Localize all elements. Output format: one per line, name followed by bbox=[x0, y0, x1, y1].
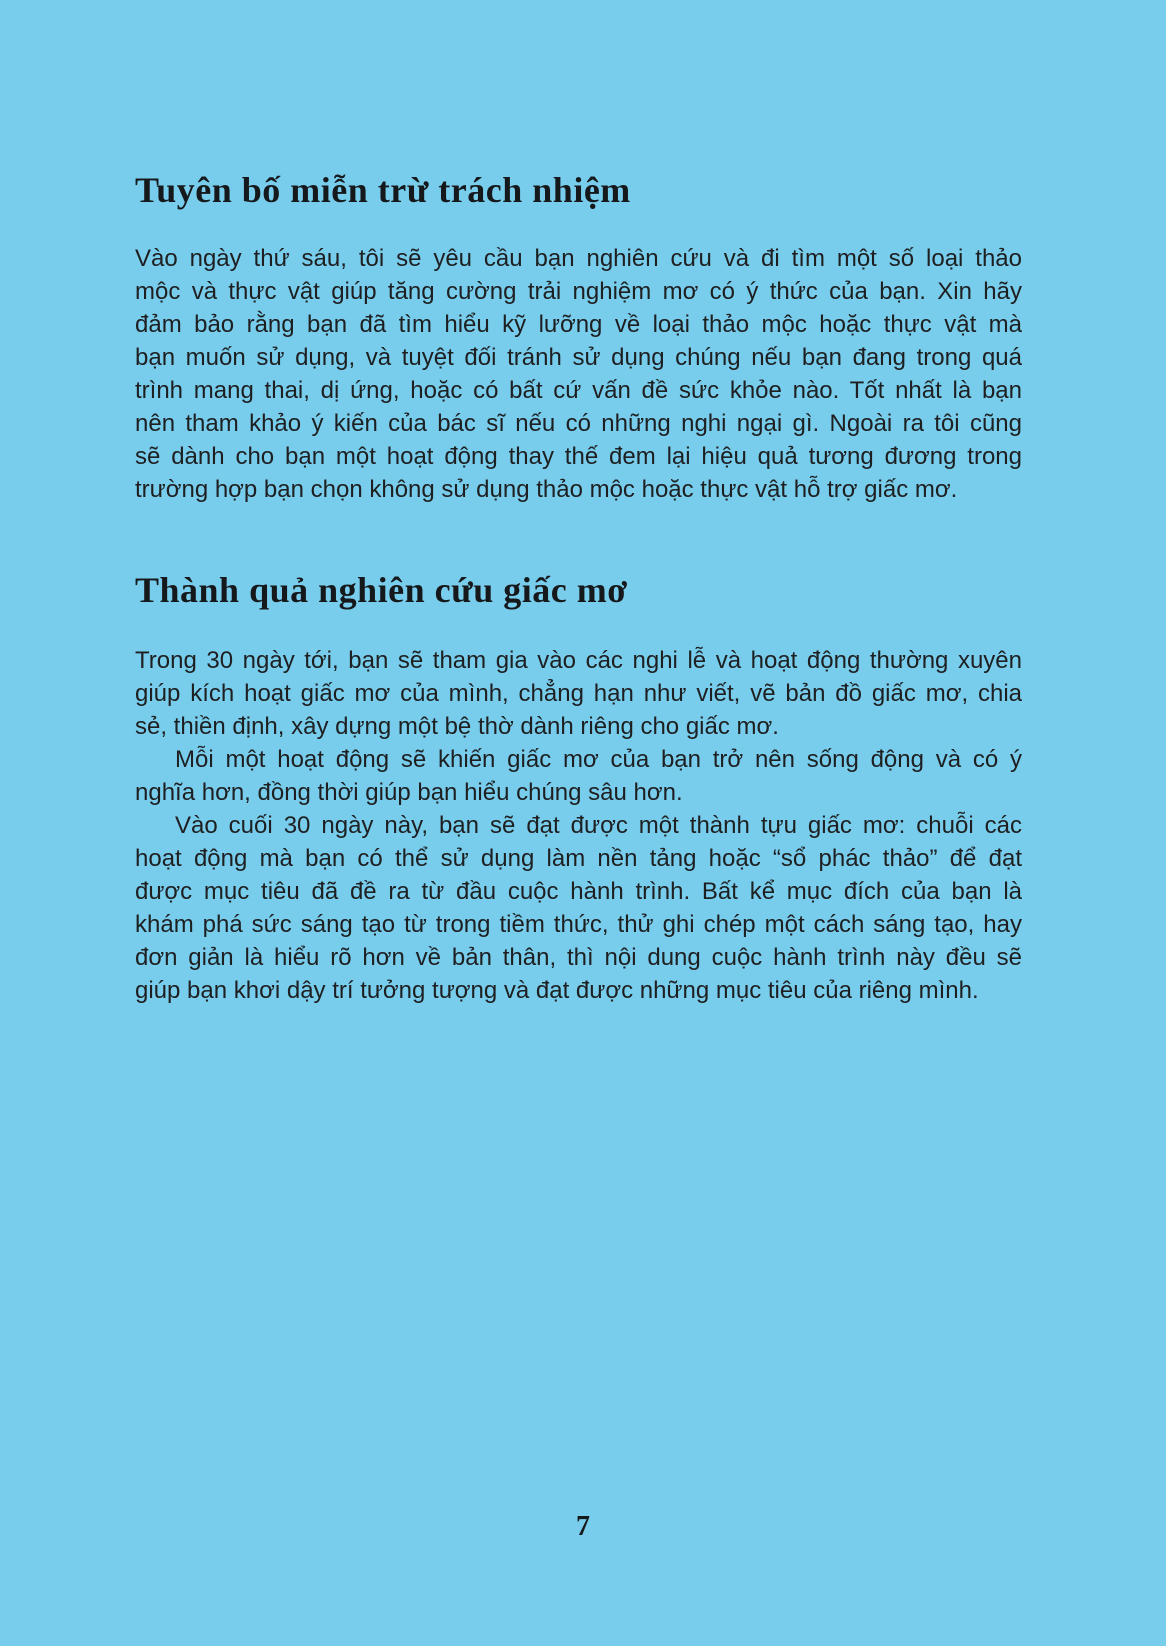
section-body-disclaimer bbox=[135, 242, 1022, 506]
section-heading-dream-results: Thành quả nghiên cứu giấc mơ bbox=[135, 570, 628, 610]
text-line: Vào cuối 30 ngày này, bạn sẽ đạt được một thành tựu giấc mơ: chuỗi các bbox=[175, 812, 1022, 839]
text-line: được mục tiêu đã đề ra từ đầu cuộc hành trình. Bất kể mục đích của bạn là bbox=[135, 878, 1022, 905]
text-line: sẻ, thiền định, xây dựng một bệ thờ dành riêng cho giấc mơ. bbox=[135, 713, 779, 740]
text-line: giúp kích hoạt giấc mơ của mình, chẳng hạn như viết, vẽ bản đồ giấc mơ, chia bbox=[135, 680, 1022, 707]
text-line: đảm bảo rằng bạn đã tìm hiểu kỹ lưỡng về loại thảo mộc hoặc thực vật mà bbox=[135, 311, 1022, 338]
text-line: Trong 30 ngày tới, bạn sẽ tham gia vào các nghi lễ và hoạt động thường xuyên bbox=[135, 647, 1022, 674]
text-line: nên tham khảo ý kiến của bác sĩ nếu có những nghi ngại gì. Ngoài ra tôi cũng bbox=[135, 410, 1022, 437]
text-line: bạn muốn sử dụng, và tuyệt đối tránh sử dụng chúng nếu bạn đang trong quá bbox=[135, 344, 1022, 371]
text-line: Vào ngày thứ sáu, tôi sẽ yêu cầu bạn nghiên cứu và đi tìm một số loại thảo bbox=[135, 245, 1022, 272]
page-number: 7 bbox=[576, 1511, 590, 1542]
paragraph bbox=[135, 743, 1022, 809]
text-line: sẽ dành cho bạn một hoạt động thay thế đem lại hiệu quả tương đương trong bbox=[135, 443, 1022, 470]
text-line: trường hợp bạn chọn không sử dụng thảo mộc hoặc thực vật hỗ trợ giấc mơ. bbox=[135, 476, 958, 503]
text-line: Mỗi một hoạt động sẽ khiến giấc mơ của bạn trở nên sống động và có ý bbox=[175, 746, 1022, 773]
text-line: giúp bạn khơi dậy trí tưởng tượng và đạt được những mục tiêu của riêng mình. bbox=[135, 977, 979, 1004]
paragraph bbox=[135, 242, 1022, 506]
text-line: trình mang thai, dị ứng, hoặc có bất cứ vấn đề sức khỏe nào. Tốt nhất là bạn bbox=[135, 377, 1022, 404]
text-line: mộc và thực vật giúp tăng cường trải nghiệm mơ có ý thức của bạn. Xin hãy bbox=[135, 278, 1022, 305]
text-line: đơn giản là hiểu rõ hơn về bản thân, thì nội dung cuộc hành trình này đều sẽ bbox=[135, 944, 1022, 971]
paragraph bbox=[135, 809, 1022, 1007]
section-body-dream-results bbox=[135, 644, 1022, 1007]
text-line: hoạt động mà bạn có thể sử dụng làm nền tảng hoặc “sổ phác thảo” để đạt bbox=[135, 845, 1022, 872]
text-line: nghĩa hơn, đồng thời giúp bạn hiểu chúng sâu hơn. bbox=[135, 779, 683, 806]
section-heading-disclaimer: Tuyên bố miễn trừ trách nhiệm bbox=[135, 170, 631, 210]
paragraph bbox=[135, 644, 1022, 743]
text-line: khám phá sức sáng tạo từ trong tiềm thức, thử ghi chép một cách sáng tạo, hay bbox=[135, 911, 1022, 938]
